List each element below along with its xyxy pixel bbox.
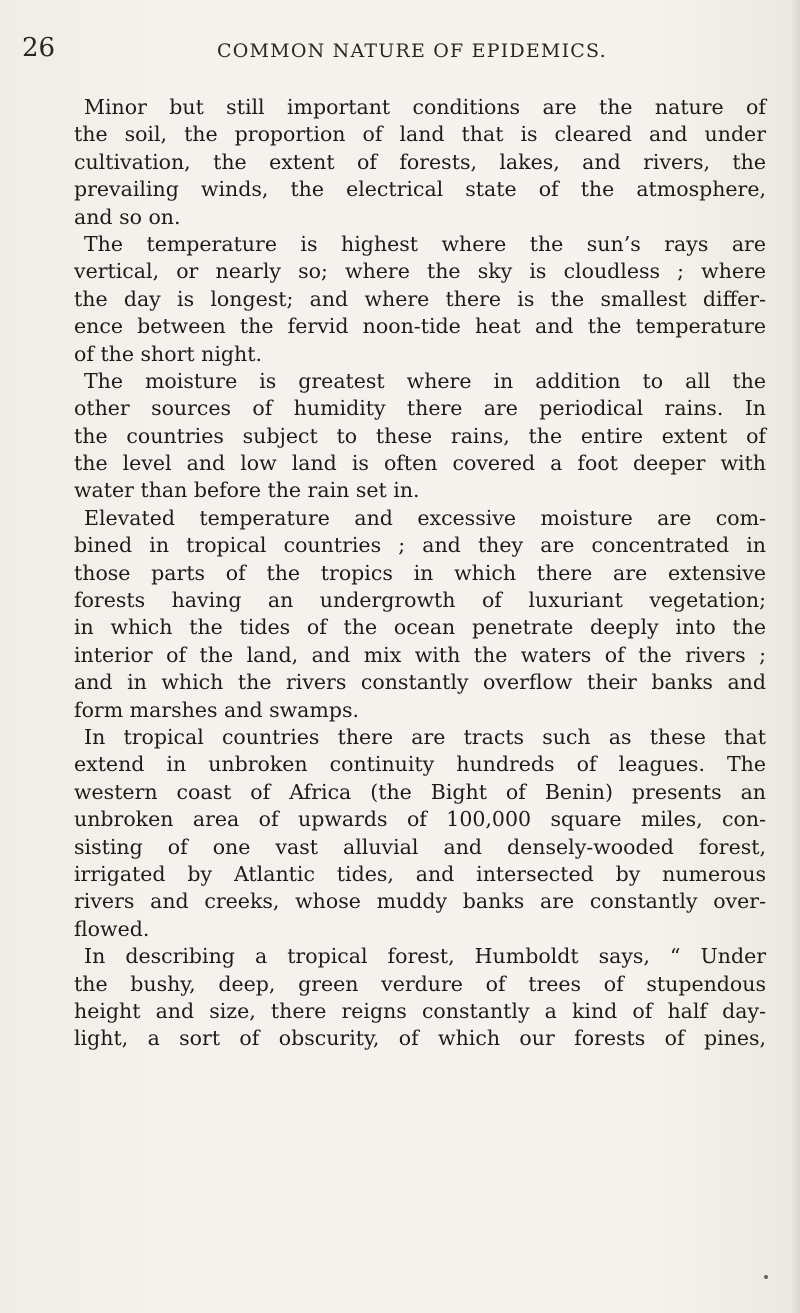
text-line: rivers and creeks, whose muddy banks are constantly over- xyxy=(74,889,766,914)
text-line: Elevated temperature and excessive moisture are com- xyxy=(84,505,766,530)
text-line: the soil, the proportion of land that is cleared and under xyxy=(74,122,766,147)
text-line: in which the tides of the ocean penetrate deeply into the xyxy=(74,615,766,640)
text-line: water than before the rain set in. xyxy=(74,478,420,503)
text-line: and in which the rivers constantly overflow their banks and xyxy=(74,670,766,695)
text-line: interior of the land, and mix with the waters of the rivers ; xyxy=(74,642,766,667)
text-line: sisting of one vast alluvial and densely-wooded forest, xyxy=(74,834,766,859)
running-head: COMMON NATURE OF EPIDEMICS. xyxy=(217,40,607,62)
body-text xyxy=(74,94,766,1053)
page-header xyxy=(22,28,782,78)
text-line: the level and low land is often covered a foot deeper with xyxy=(74,451,766,476)
text-line: other sources of humidity there are periodical rains. In xyxy=(74,396,766,421)
text-line: flowed. xyxy=(74,916,150,941)
text-line: those parts of the tropics in which there are extensive xyxy=(74,560,766,585)
text-line: cultivation, the extent of forests, lakes, and rivers, the xyxy=(74,149,766,174)
text-line: bined in tropical countries ; and they are concentrated in xyxy=(74,533,766,558)
print-speck xyxy=(764,1275,768,1279)
text-line: and so on. xyxy=(74,204,181,229)
text-line: height and size, there reigns constantly a kind of half day- xyxy=(74,998,766,1023)
text-line: form marshes and swamps. xyxy=(74,697,359,722)
text-line: ence between the fervid noon-tide heat and the temperature xyxy=(74,314,766,339)
text-line: western coast of Africa (the Bight of Benin) presents an xyxy=(74,779,766,804)
text-line: In tropical countries there are tracts such as these that xyxy=(84,724,766,749)
text-line: In describing a tropical forest, Humboldt says, “ Under xyxy=(84,944,766,969)
page-edge-shadow xyxy=(790,0,800,1313)
text-line: unbroken area of upwards of 100,000 square miles, con- xyxy=(74,807,766,832)
text-line: The moisture is greatest where in addition to all the xyxy=(84,368,766,393)
text-line: The temperature is highest where the sun’s rays are xyxy=(84,231,766,256)
text-line: prevailing winds, the electrical state of the atmosphere, xyxy=(74,177,766,202)
text-line: Minor but still important conditions are the nature of xyxy=(84,95,766,119)
text-line: the countries subject to these rains, the entire extent of xyxy=(74,423,766,448)
text-line: extend in unbroken continuity hundreds of leagues. The xyxy=(74,752,766,777)
text-line: vertical, or nearly so; where the sky is cloudless ; where xyxy=(74,259,766,284)
text-line: of the short night. xyxy=(74,341,262,366)
text-line: the day is longest; and where there is the smallest differ- xyxy=(74,286,766,311)
text-line: the bushy, deep, green verdure of trees of stupendous xyxy=(74,971,766,996)
text-line: irrigated by Atlantic tides, and intersected by numerous xyxy=(74,861,766,886)
page-number: 26 xyxy=(22,33,56,63)
text-line: light, a sort of obscurity, of which our forests of pines, xyxy=(74,1026,766,1051)
text-line: forests having an undergrowth of luxuriant vegetation; xyxy=(74,588,766,613)
